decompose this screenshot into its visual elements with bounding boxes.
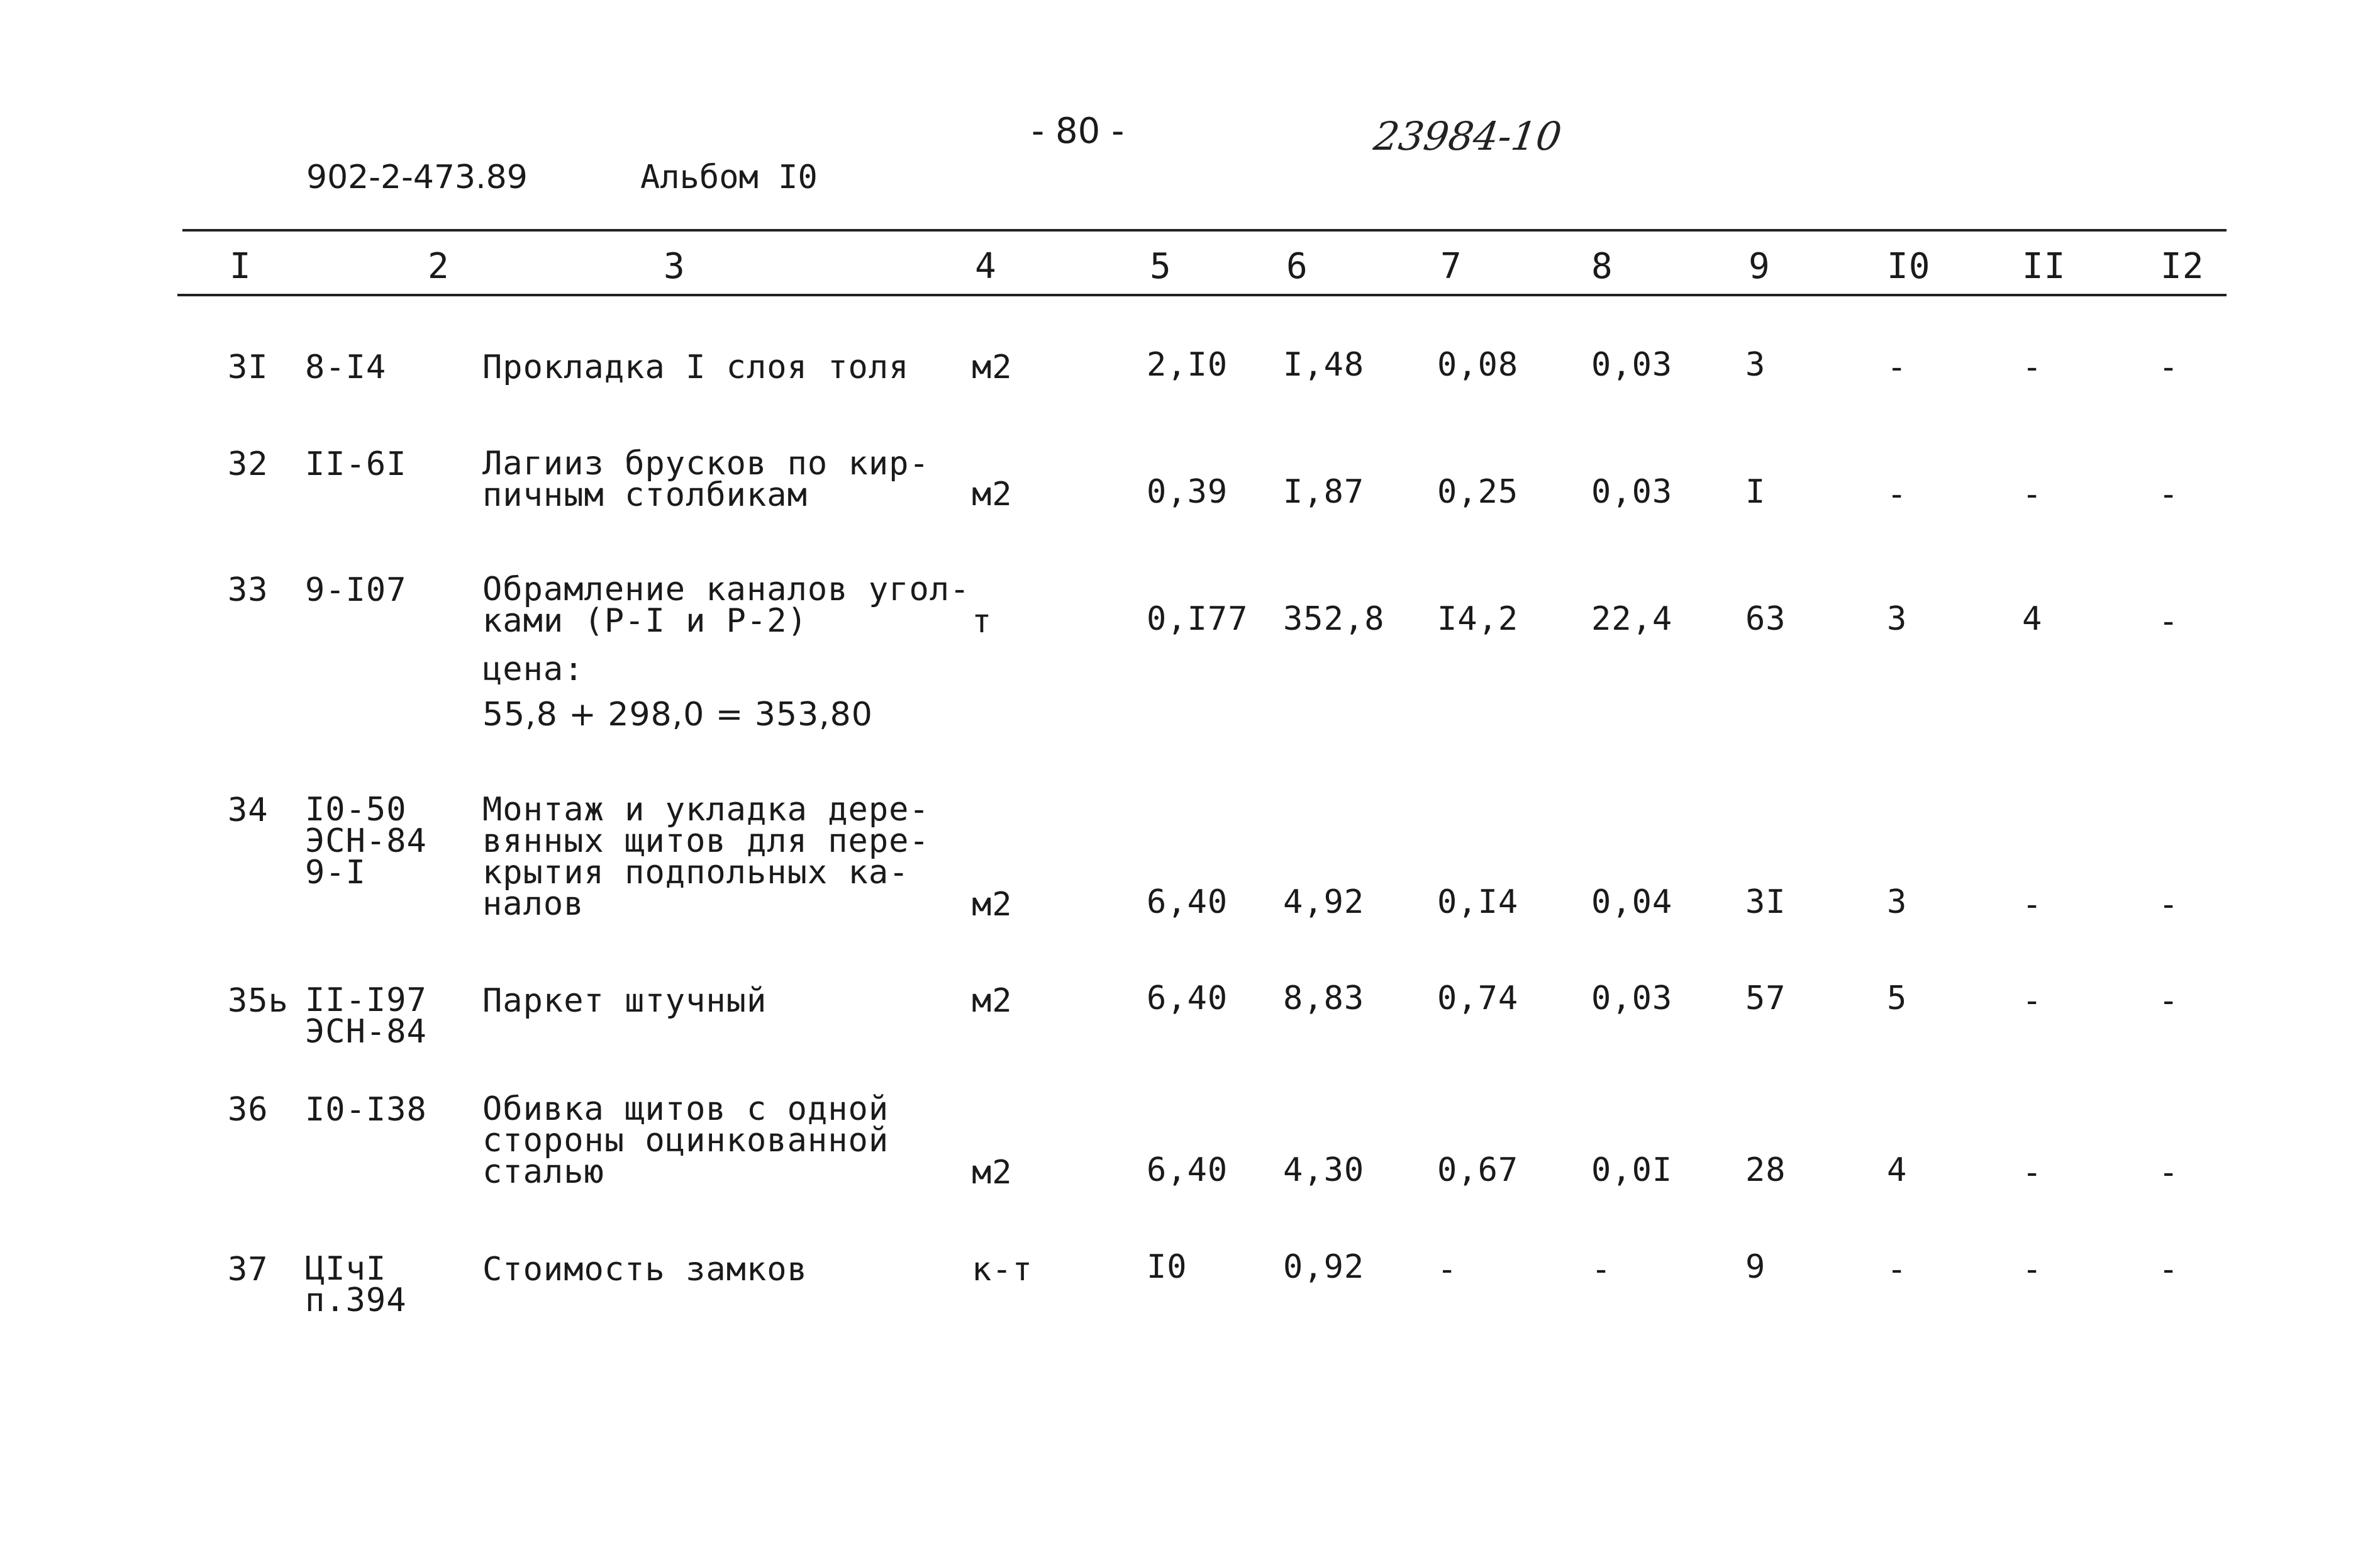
row-col12: - <box>2159 603 2179 640</box>
row-unit: м2 <box>972 982 1013 1020</box>
price-label: цена: <box>482 651 584 688</box>
row-code: 9-I07 <box>305 571 407 609</box>
row-col6: I,48 <box>1283 346 1365 384</box>
row-col5: 0,39 <box>1147 473 1228 511</box>
row-col10: - <box>1887 1251 1908 1288</box>
row-col9: I <box>1745 473 1766 511</box>
row-col8: 22,4 <box>1591 600 1673 638</box>
row-col12: - <box>2159 349 2179 386</box>
row-col10: 3 <box>1887 883 1908 921</box>
row-name: Стоимость замков <box>482 1251 808 1288</box>
row-unit: м2 <box>972 886 1013 924</box>
row-col10: - <box>1887 476 1908 513</box>
row-col8: 0,03 <box>1591 346 1673 384</box>
document-code: 902-2-473.89 <box>306 159 528 196</box>
row-col7: 0,08 <box>1437 346 1519 384</box>
row-name: Паркет штучный <box>482 982 767 1020</box>
row-col6: 4,92 <box>1283 883 1365 921</box>
row-name: Лагииз брусков по кир- пичным столбикам <box>482 445 930 514</box>
row-number: 33 <box>228 571 269 609</box>
row-col6: 8,83 <box>1283 980 1365 1017</box>
row-code: I0-I38 <box>305 1091 427 1129</box>
row-number: 3I <box>228 349 269 386</box>
row-number: 34 <box>228 791 269 829</box>
row-name: Обрамление каналов угол- ками (Р-I и Р-2) <box>482 571 970 640</box>
row-col11: - <box>2022 349 2043 386</box>
price-calculation: 55,8 + 298,0 = 353,80 <box>482 696 873 734</box>
album-label: Альбом I0 <box>640 159 818 196</box>
row-col11: - <box>2022 982 2043 1020</box>
column-header: 7 <box>1440 246 1462 287</box>
row-col5: I0 <box>1147 1248 1187 1286</box>
row-col11: - <box>2022 1251 2043 1288</box>
row-unit: м2 <box>972 349 1013 386</box>
row-code: ЦIчI п.394 <box>305 1250 407 1319</box>
row-col7: 0,74 <box>1437 980 1519 1017</box>
column-header: II <box>2022 246 2066 287</box>
row-col12: - <box>2159 476 2179 513</box>
row-col5: 6,40 <box>1147 1151 1228 1189</box>
row-col8: 0,03 <box>1591 473 1673 511</box>
row-col5: 2,I0 <box>1147 346 1228 384</box>
row-col10: 4 <box>1887 1151 1908 1189</box>
row-col7: 0,I4 <box>1437 883 1519 921</box>
column-header: 8 <box>1591 246 1613 287</box>
column-header: I0 <box>1887 246 1931 287</box>
column-header: 3 <box>664 246 686 287</box>
row-col9: 3I <box>1745 883 1786 921</box>
table-top-rule <box>182 229 2227 232</box>
row-col8: 0,03 <box>1591 980 1673 1017</box>
column-header: I2 <box>2160 246 2205 287</box>
row-name: Обивка щитов с одной стороны оцинкованной сталью <box>482 1090 889 1191</box>
row-col8: 0,0I <box>1591 1151 1673 1189</box>
row-col12: - <box>2159 982 2179 1020</box>
row-col10: - <box>1887 349 1908 386</box>
row-col8: - <box>1591 1251 1612 1288</box>
row-col10: 3 <box>1887 600 1908 638</box>
row-code: I0-50 ЭСН-84 9-I <box>305 791 427 891</box>
row-col9: 63 <box>1745 600 1786 638</box>
row-col5: 6,40 <box>1147 980 1228 1017</box>
row-col6: 352,8 <box>1283 600 1385 638</box>
row-col11: - <box>2022 886 2043 924</box>
row-col7: 0,67 <box>1437 1151 1519 1189</box>
row-number: 37 <box>228 1251 269 1288</box>
row-col9: 9 <box>1745 1248 1766 1286</box>
row-col10: 5 <box>1887 980 1908 1017</box>
column-header: 9 <box>1749 246 1771 287</box>
column-header: 6 <box>1286 246 1308 287</box>
row-unit: к-т <box>972 1251 1033 1288</box>
column-header: I <box>230 246 252 287</box>
row-col7: - <box>1437 1251 1458 1288</box>
row-unit: т <box>972 603 993 640</box>
row-code: II-6I <box>305 445 407 483</box>
row-col12: - <box>2159 886 2179 924</box>
row-col11: - <box>2022 476 2043 513</box>
row-col5: 6,40 <box>1147 883 1228 921</box>
row-number: 35ь <box>228 982 289 1020</box>
row-name: Монтаж и укладка дере- вянных щитов для пере- крытия подпольных ка- налов <box>482 791 930 923</box>
column-header: 2 <box>428 246 450 287</box>
row-col9: 28 <box>1745 1151 1786 1189</box>
row-col12: - <box>2159 1154 2179 1192</box>
row-col12: - <box>2159 1251 2179 1288</box>
row-number: 36 <box>228 1091 269 1129</box>
row-col9: 3 <box>1745 346 1766 384</box>
row-col7: 0,25 <box>1437 473 1519 511</box>
row-col5: 0,I77 <box>1147 600 1248 638</box>
row-col8: 0,04 <box>1591 883 1673 921</box>
handwritten-document-id: 23984-10 <box>1371 113 1565 159</box>
row-number: 32 <box>228 445 269 483</box>
row-col7: I4,2 <box>1437 600 1519 638</box>
row-name: Прокладка I слоя толя <box>482 349 909 386</box>
row-code: II-I97 ЭСН-84 <box>305 981 427 1051</box>
row-unit: м2 <box>972 476 1013 513</box>
column-header: 4 <box>975 246 997 287</box>
row-col11: 4 <box>2022 600 2043 638</box>
row-col9: 57 <box>1745 980 1786 1017</box>
row-unit: м2 <box>972 1154 1013 1192</box>
row-code: 8-I4 <box>305 349 387 386</box>
row-col6: 4,30 <box>1283 1151 1365 1189</box>
table-header-bottom-rule <box>177 294 2227 296</box>
row-col11: - <box>2022 1154 2043 1192</box>
row-col6: I,87 <box>1283 473 1365 511</box>
row-col6: 0,92 <box>1283 1248 1365 1286</box>
page-number: - 80 - <box>1032 111 1125 152</box>
column-header: 5 <box>1150 246 1172 287</box>
